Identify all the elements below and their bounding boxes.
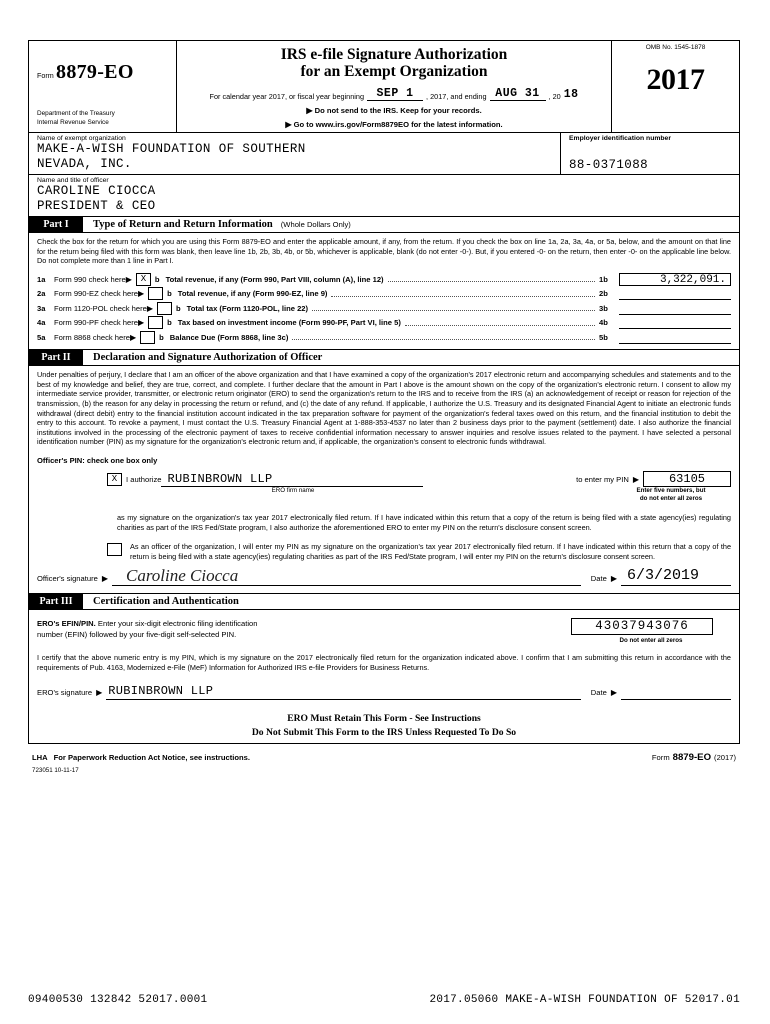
line-number-4a: 4a <box>37 318 46 328</box>
line-label-5b: Balance Due (Form 8868, line 3c) <box>169 332 289 342</box>
line-label-1a: Form 990 check here <box>54 274 126 284</box>
part-3-title-wrap <box>83 594 239 609</box>
sub-letter-5b: b <box>159 332 164 342</box>
retain-notice-block <box>28 709 740 744</box>
lha-label: LHA <box>32 752 48 762</box>
organization-name-line-2: NEVADA, INC. <box>37 157 132 171</box>
dept-line-1: Department of the Treasury <box>37 110 115 118</box>
efin-pin-value[interactable]: 43037943076 <box>571 618 713 635</box>
sub-letter-2b: b <box>167 289 172 299</box>
part-2-title-wrap <box>83 350 322 365</box>
entity-row <box>28 132 740 174</box>
line-label-4a: Form 990-PF check here <box>54 318 138 328</box>
checkbox-form-990-pf[interactable] <box>148 316 163 329</box>
leader-dots <box>292 331 595 340</box>
line-number-2b: 2b <box>599 289 608 299</box>
authorize-label: I authorize <box>126 474 162 484</box>
omb-number: OMB No. 1545-1878 <box>645 44 706 51</box>
part-2-body <box>28 366 740 593</box>
officer-label: Name and title of officer <box>37 177 109 184</box>
sub-letter-4b: b <box>167 318 172 328</box>
checkbox-authorize-ero[interactable] <box>107 473 122 486</box>
line-number-4b: 4b <box>599 318 608 328</box>
efin-labels <box>37 618 437 640</box>
part-1-bar <box>28 216 740 233</box>
footer-form-number: 8879-EO <box>672 751 712 763</box>
ein-field <box>561 133 739 174</box>
officer-pin-value[interactable]: 63105 <box>643 471 731 487</box>
line-label-4b: Tax based on investment income (Form 990-PF, Part VI, line 5) <box>177 318 401 328</box>
form-header <box>28 40 740 132</box>
retain-notice-line-2: Do Not Submit This Form to the IRS Unless Requested To Do So <box>251 726 517 738</box>
ero-firm-name-value[interactable]: RUBINBROWN LLP <box>161 472 423 487</box>
cal-suffix: , 20 <box>548 92 561 101</box>
officer-field <box>28 174 740 216</box>
note-line-1 <box>181 106 607 115</box>
ein-label: Employer identification number <box>569 135 671 142</box>
form-label: Form <box>37 71 54 80</box>
officer-signature-label: Officer's signature <box>37 574 98 584</box>
ein-value: 88-0371088 <box>569 158 649 172</box>
officer-signature-value: Caroline Ciocca <box>125 566 239 586</box>
checkbox-form-1120-pol[interactable] <box>157 302 172 315</box>
efin-label-line-2: number (EFIN) followed by your five-digit self-selected PIN. <box>37 630 237 640</box>
checkbox-form-990-ez[interactable] <box>148 287 163 300</box>
pin-option-2-text: As an officer of the organization, I will enter my PIN as my signature on the organization's tax year 2017 electronically filed return. If I have indicated within this return that a copy of the return is being filed with a state agency(ies) regulating charities as part of the IRS Fed/State program, I will enter my PIN on the return's disclosure consent screen. <box>130 542 731 561</box>
part-3-title: Certification and Authentication <box>93 596 239 608</box>
tax-year-line <box>181 87 607 101</box>
officer-date-label: Date <box>590 574 607 584</box>
amount-4b[interactable] <box>619 316 731 329</box>
part-1-instructions: Check the box for the return for which you are using this Form 8879-EO and enter the applicable amount, if any, from the return. If you check the box on line 1a, 2a, 3a, 4a, or 5a, below, and the amount on that line for the return being filed with this form was blank, then leave line 1b, 2b, 3b, 4b, or 5b, whichever is applicable, blank (do not enter -0-). But, if you entered -0- on the return, then enter -0- on the applicable line below. Do not complete more than 1 line in Part I. <box>37 237 731 266</box>
pin-heading: Officer's PIN: check one box only <box>37 456 158 466</box>
right-arrow-icon: ▶ <box>146 303 154 313</box>
line-row-2a <box>37 286 731 301</box>
right-arrow-icon: ▶ <box>101 574 108 584</box>
revision-code: 723051 10-11-17 <box>32 766 79 774</box>
period-begin-date: SEP 1 <box>367 87 423 101</box>
checkbox-form-8868[interactable] <box>140 331 155 344</box>
leader-dots <box>388 273 595 282</box>
dept-line-2: Internal Revenue Service <box>37 118 109 126</box>
line-number-1a: 1a <box>37 274 46 284</box>
line-number-2a: 2a <box>37 289 46 299</box>
part-1-lines <box>28 269 740 350</box>
organization-name-field <box>29 133 561 174</box>
amount-1b[interactable]: 3,322,091. <box>619 273 731 286</box>
sub-letter-1b: b <box>154 274 160 284</box>
period-end-date: AUG 31 <box>490 87 546 101</box>
period-end-year: 18 <box>563 88 579 101</box>
form-title-block <box>177 41 611 132</box>
note-1-text: Do not send to the IRS. Keep for your records. <box>314 106 482 115</box>
part-3-bar <box>28 593 740 610</box>
sub-letter-3b: b <box>176 303 181 313</box>
pin-caption <box>611 487 731 503</box>
checkbox-officer-enters-pin[interactable] <box>107 543 122 556</box>
line-label-5a: Form 8868 check here <box>54 332 130 342</box>
line-row-3a <box>37 301 731 316</box>
pin-option-1-text: as my signature on the organization's tax year 2017 electronically filed return. If I have indicated within this return that a copy of the return is being filed with a state agency(ies) regulating charities as part of the IRS Fed/State program, I also authorize the aforementioned ERO to enter my PIN on the return's disclosure consent screen. <box>117 513 731 532</box>
footer-form-label: Form <box>651 752 670 762</box>
part-2-declaration: Under penalties of perjury, I declare that I am an officer of the above organization and that I have examined a copy of the organization's 2017 electronic return and accompanying schedules and statements and to the best of my knowledge and belief, they are true, correct, and complete. I further declare that the amount in Part I above is the amount shown on the copy of the organization's electronic return. I consent to allow my intermediate service provider, transmitter, or electronic return originator (ERO) to send the organization's return to the IRS and to receive from the IRS (a) an acknowledgement of receipt or reason for rejection of the transmission, (b) the reason for any delay in processing the return or refund, and (c) the date of any refund. If applicable, I authorize the U.S. Treasury and its designated Financial Agent to initiate an electronic funds withdrawal (direct debit) entry to the financial institution account indicated in the tax preparation software for payment of the organization's federal taxes owed on this return, and the financial institution to debit the entry to this account. To revoke a payment, I must contact the U.S. Treasury Financial Agent at 1-888-353-4537 no later than 2 business days prior to the payment (settlement) date. I also authorize the financial institutions involved in the processing of the electronic payment of taxes to receive confidential information necessary to answer inquiries and resolve issues related to the payment. I have selected a personal identification number (PIN) as my signature for the organization's electronic return and, if applicable, the organization's consent to electronic funds withdrawal. <box>37 370 731 447</box>
ero-signature-label: ERO's signature <box>37 687 93 697</box>
ero-firm-caption: ERO firm name <box>271 487 315 495</box>
enter-pin-label: to enter my PIN <box>576 474 629 484</box>
cal-mid: , 2017, and ending <box>426 92 487 101</box>
officer-date-value: 6/3/2019 <box>627 567 700 585</box>
efin-label-bold: ERO's EFIN/PIN. <box>37 619 96 629</box>
part-2-title: Declaration and Signature Authorization of Officer <box>93 352 323 364</box>
leader-dots <box>312 302 595 311</box>
right-arrow-icon: ▶ <box>137 289 145 299</box>
line-number-5a: 5a <box>37 332 46 342</box>
bottom-strip-left: 09400530 132842 52017.0001 <box>28 994 208 1006</box>
checkbox-mark: X <box>140 273 147 284</box>
line-number-3a: 3a <box>37 303 46 313</box>
checkbox-form-990[interactable] <box>136 273 151 286</box>
officer-signature-row <box>37 566 731 586</box>
organization-name-line-1: MAKE-A-WISH FOUNDATION OF SOUTHERN <box>37 142 306 156</box>
organization-name-label: Name of exempt organization <box>37 135 126 142</box>
right-arrow-icon: ▶ <box>632 474 639 484</box>
right-arrow-icon: ▶ <box>306 106 313 115</box>
line-row-1a <box>37 272 731 287</box>
right-arrow-icon: ▶ <box>129 332 137 342</box>
line-label-2a: Form 990-EZ check here <box>54 289 138 299</box>
officer-name: CAROLINE CIOCCA <box>37 184 156 198</box>
leader-dots <box>331 288 595 297</box>
part-2-label: Part II <box>29 350 83 365</box>
line-label-3a: Form 1120-POL check here <box>54 303 147 313</box>
part-2-bar <box>28 349 740 366</box>
right-arrow-icon: ▶ <box>125 274 132 284</box>
bottom-strip-right: 2017.05060 MAKE-A-WISH FOUNDATION OF 52017.01 <box>429 994 740 1006</box>
officer-title: PRESIDENT & CEO <box>37 199 156 213</box>
omb-block <box>611 41 739 132</box>
form-title-line-2: for an Exempt Organization <box>300 63 488 80</box>
efin-label-rest: Enter your six-digit electronic filing identification <box>97 619 258 629</box>
checkbox-mark: X <box>111 473 118 484</box>
note-line-2 <box>181 120 607 129</box>
authorize-row <box>37 471 731 487</box>
pin-captions <box>37 487 731 503</box>
officer-signature-line[interactable] <box>112 566 581 586</box>
efin-row <box>37 618 731 644</box>
part-3-certification: I certify that the above numeric entry is my PIN, which is my signature on the 2017 electronically filed return for the organization indicated above. I confirm that I am submitting this return in accordance with the requirements of Pub. 4163, Modernized e-File (MeF) Information for Authorized IRS e-file Providers for Business Returns. <box>37 653 731 672</box>
line-number-3b: 3b <box>599 303 608 313</box>
amount-3b[interactable] <box>619 302 731 315</box>
form-number: 8879-EO <box>56 61 134 83</box>
leader-dots <box>405 317 595 326</box>
line-label-2b: Total revenue, if any (Form 990-EZ, line 9) <box>177 289 328 299</box>
part-1-title-wrap <box>83 217 351 232</box>
footer-form-year: (2017) <box>714 752 736 762</box>
efin-label-line-1 <box>37 618 437 629</box>
pin-caption-1: Enter five numbers, but <box>636 487 706 495</box>
form-title-line-1: IRS e-file Signature Authorization <box>280 46 508 63</box>
pin-caption-2: do not enter all zeros <box>639 495 703 503</box>
line-row-4a <box>37 315 731 330</box>
bottom-strip <box>28 994 740 1006</box>
right-arrow-icon: ▶ <box>96 687 103 697</box>
part-1-subtitle: (Whole Dollars Only) <box>280 220 351 229</box>
form-label-row <box>37 61 170 84</box>
part-1-label: Part I <box>29 217 83 232</box>
part-3-label: Part III <box>29 594 83 609</box>
cal-prefix: For calendar year 2017, or fiscal year beginning <box>209 92 365 101</box>
efin-value-block <box>571 618 731 644</box>
ero-date-line[interactable] <box>621 685 731 700</box>
ero-signature-line[interactable] <box>106 685 581 700</box>
retain-notice-line-1: ERO Must Retain This Form - See Instructions <box>287 712 481 724</box>
right-arrow-icon: ▶ <box>610 574 617 584</box>
ero-date-label: Date <box>590 687 607 697</box>
footer-row <box>28 752 740 763</box>
officer-date-line[interactable] <box>621 567 731 586</box>
line-number-1b: 1b <box>599 274 608 284</box>
line-row-5a <box>37 330 731 345</box>
line-label-1b: Total revenue, if any (Form 990, Part VIII, column (A), line 12) <box>165 274 384 284</box>
amount-2b[interactable] <box>619 287 731 300</box>
right-arrow-icon: ▶ <box>610 687 617 697</box>
right-arrow-icon: ▶ <box>285 120 292 129</box>
part-3-body <box>28 610 740 708</box>
pin-option-2-row <box>37 542 731 561</box>
form-identifier-block <box>29 41 177 132</box>
note-2-text: Go to www.irs.gov/Form8879EO for the latest information. <box>293 120 503 129</box>
department-block <box>37 110 115 127</box>
ero-signature-value: RUBINBROWN LLP <box>108 683 214 698</box>
efin-caption: Do not enter all zeros <box>619 637 683 645</box>
part-1-title: Type of Return and Return Information <box>93 219 273 230</box>
form-sheet <box>28 40 740 774</box>
ero-signature-row <box>37 685 731 700</box>
part-1-instructions-box <box>28 233 740 269</box>
paperwork-notice: For Paperwork Reduction Act Notice, see instructions. <box>53 752 250 762</box>
line-number-5b: 5b <box>599 332 608 342</box>
line-label-3b: Total tax (Form 1120-POL, line 22) <box>186 303 309 313</box>
tax-year: 2017 <box>646 63 705 96</box>
amount-5b[interactable] <box>619 331 731 344</box>
right-arrow-icon: ▶ <box>137 318 145 328</box>
